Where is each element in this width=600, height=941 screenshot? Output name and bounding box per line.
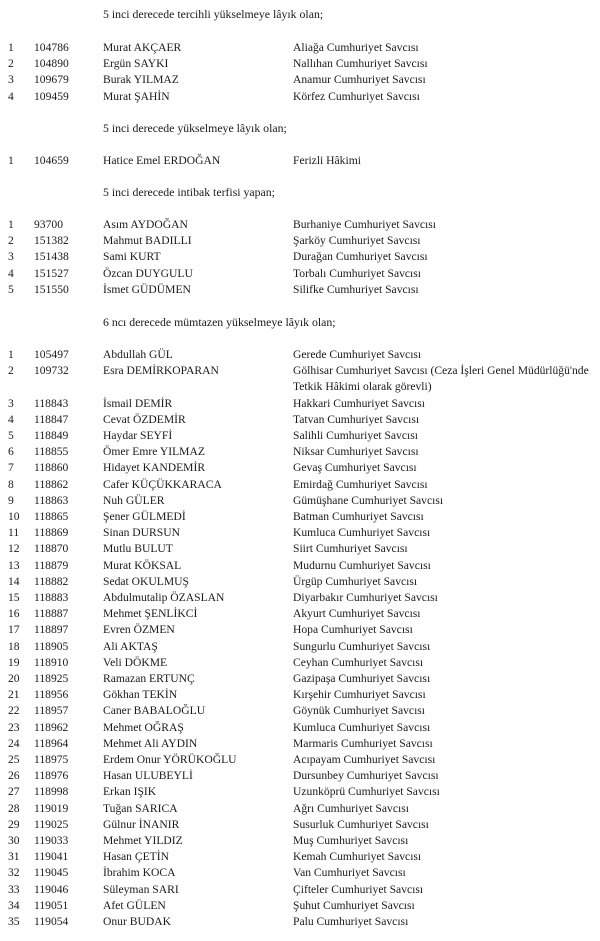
list-row (0, 57, 600, 73)
person-name: Haydar SEYFİ (103, 429, 173, 442)
row-number: 1 (8, 154, 14, 167)
person-name: Caner BABALOĞLU (103, 704, 206, 717)
person-name: Gülnur İNANIR (103, 818, 180, 831)
list-row (0, 526, 600, 542)
person-name: Veli DÖKME (103, 656, 168, 669)
duty-station: Marmaris Cumhuriyet Savcısı (293, 737, 433, 750)
duty-station: Siirt Cumhuriyet Savcısı (293, 542, 408, 555)
list-row (0, 656, 600, 672)
list-row (0, 250, 600, 266)
person-name: Erkan IŞIK (103, 785, 157, 798)
duty-station: Sungurlu Cumhuriyet Savcısı (293, 640, 431, 653)
row-number: 6 (8, 445, 14, 458)
list-row (0, 267, 600, 283)
registry-number: 118962 (34, 721, 69, 734)
registry-number: 118869 (34, 526, 69, 539)
list-row (0, 737, 600, 753)
duty-station: Susurluk Cumhuriyet Savcısı (293, 818, 429, 831)
registry-number: 118887 (34, 607, 69, 620)
row-number: 22 (8, 704, 20, 717)
duty-station: Şarköy Cumhuriyet Savcısı (293, 234, 421, 247)
registry-number: 118897 (34, 623, 69, 636)
person-name: Abdullah GÜL (103, 348, 173, 361)
list-row (0, 283, 600, 299)
registry-number: 109732 (34, 364, 69, 377)
duty-station: Burhaniye Cumhuriyet Savcısı (293, 218, 436, 231)
list-row (0, 721, 600, 737)
row-number: 14 (8, 575, 20, 588)
row-number: 5 (8, 429, 14, 442)
row-number: 28 (8, 802, 20, 815)
duty-station: Körfez Cumhuriyet Savcısı (293, 90, 420, 103)
person-name: Evren ÖZMEN (103, 623, 175, 636)
registry-number: 118843 (34, 397, 69, 410)
list-row (0, 769, 600, 785)
list-row (0, 413, 600, 429)
person-name: Mehmet ŞENLİKCİ (103, 607, 198, 620)
registry-number: 118998 (34, 785, 69, 798)
row-number: 34 (8, 899, 20, 912)
section-heading: 5 inci derecede intibak terfisi yapan; (103, 185, 275, 199)
registry-number: 118925 (34, 672, 69, 685)
duty-station: Aliağa Cumhuriyet Savcısı (293, 41, 419, 54)
list-row (0, 461, 600, 477)
list-row (0, 818, 600, 834)
person-name: Cevat ÖZDEMİR (103, 413, 186, 426)
list-row (0, 866, 600, 882)
person-name: Sami KURT (103, 250, 161, 263)
registry-number: 119054 (34, 915, 69, 928)
list-row (0, 688, 600, 704)
person-name: Mutlu BULUT (103, 542, 173, 555)
row-number: 7 (8, 461, 14, 474)
list-row (0, 494, 600, 510)
person-name: Onur BUDAK (103, 915, 171, 928)
duty-station: Gevaş Cumhuriyet Savcısı (293, 461, 417, 474)
registry-number: 151438 (34, 250, 69, 263)
registry-number: 93700 (34, 218, 63, 231)
row-number: 5 (8, 283, 14, 296)
person-name: Ömer Emre YILMAZ (103, 445, 205, 458)
row-number: 33 (8, 883, 20, 896)
row-number: 2 (8, 57, 14, 70)
row-number: 16 (8, 607, 20, 620)
duty-station: Hakkari Cumhuriyet Savcısı (293, 397, 426, 410)
duty-station: Çifteler Cumhuriyet Savcısı (293, 883, 424, 896)
registry-number: 151550 (34, 283, 69, 296)
duty-station: Muş Cumhuriyet Savcısı (293, 834, 409, 847)
registry-number: 118956 (34, 688, 69, 701)
person-name: Nuh GÜLER (103, 494, 165, 507)
row-number: 1 (8, 348, 14, 361)
person-name: Mehmet YILDIZ (103, 834, 183, 847)
duty-station: Durağan Cumhuriyet Savcısı (293, 250, 428, 263)
row-number: 31 (8, 850, 20, 863)
person-name: Abdulmutalip ÖZASLAN (103, 591, 225, 604)
duty-station: Gerede Cumhuriyet Savcısı (293, 348, 422, 361)
list-row (0, 623, 600, 639)
row-number: 2 (8, 364, 14, 377)
list-row (0, 510, 600, 526)
duty-station: Torbalı Cumhuriyet Savcısı (293, 267, 421, 280)
section-heading: 5 inci derecede yükselmeye lâyık olan; (103, 121, 287, 135)
row-number: 19 (8, 656, 20, 669)
list-row (0, 73, 600, 89)
row-number: 15 (8, 591, 20, 604)
duty-station: Ferizli Hâkimi (293, 154, 361, 167)
list-row (0, 850, 600, 866)
duty-station: Ürgüp Cumhuriyet Savcısı (293, 575, 418, 588)
row-number: 30 (8, 834, 20, 847)
duty-station: Kumluca Cumhuriyet Savcısı (293, 721, 431, 734)
row-number: 1 (8, 41, 14, 54)
row-number: 24 (8, 737, 20, 750)
registry-number: 118870 (34, 542, 69, 555)
person-name: Mehmet OĞRAŞ (103, 721, 184, 734)
row-number: 3 (8, 397, 14, 410)
person-name: Sinan DURSUN (103, 526, 180, 539)
duty-station: Tatvan Cumhuriyet Savcısı (293, 413, 420, 426)
person-name: Murat AKÇAER (103, 41, 182, 54)
duty-station: Ağrı Cumhuriyet Savcısı (293, 802, 409, 815)
duty-station: Gümüşhane Cumhuriyet Savcısı (293, 494, 444, 507)
list-row (0, 348, 600, 364)
duty-station: Uzunköprü Cumhuriyet Savcısı (293, 785, 440, 798)
list-row (0, 672, 600, 688)
person-name: Hidayet KANDEMİR (103, 461, 206, 474)
registry-number: 109459 (34, 90, 69, 103)
list-row (0, 802, 600, 818)
list-row (0, 429, 600, 445)
person-name: Esra DEMİRKOPARAN (103, 364, 219, 377)
row-number: 35 (8, 915, 20, 928)
person-name: Asım AYDOĞAN (103, 218, 188, 231)
person-name: Burak YILMAZ (103, 73, 179, 86)
list-row (0, 397, 600, 413)
row-number: 2 (8, 234, 14, 247)
duty-station: Mudurnu Cumhuriyet Savcısı (293, 559, 431, 572)
duty-station: Acıpayam Cumhuriyet Savcısı (293, 753, 436, 766)
row-number: 20 (8, 672, 20, 685)
duty-station: Gazipaşa Cumhuriyet Savcısı (293, 672, 431, 685)
registry-number: 118882 (34, 575, 69, 588)
registry-number: 118976 (34, 769, 69, 782)
duty-station: Salihli Cumhuriyet Savcısı (293, 429, 418, 442)
row-number: 27 (8, 785, 20, 798)
list-row (0, 899, 600, 915)
duty-station: Van Cumhuriyet Savcısı (293, 866, 406, 879)
person-name: Tuğan SARICA (103, 802, 178, 815)
registry-number: 119025 (34, 818, 69, 831)
row-number: 3 (8, 73, 14, 86)
registry-number: 118910 (34, 656, 69, 669)
row-number: 23 (8, 721, 20, 734)
registry-number: 151382 (34, 234, 69, 247)
person-name: Şener GÜLMEDİ (103, 510, 186, 523)
person-name: Afet GÜLEN (103, 899, 166, 912)
registry-number: 118975 (34, 753, 69, 766)
registry-number: 119046 (34, 883, 69, 896)
list-row (0, 41, 600, 57)
duty-station: Hopa Cumhuriyet Savcısı (293, 623, 413, 636)
registry-number: 119051 (34, 899, 69, 912)
registry-number: 118862 (34, 478, 69, 491)
row-number: 4 (8, 90, 14, 103)
list-row (0, 542, 600, 558)
registry-number: 118860 (34, 461, 69, 474)
duty-station: Niksar Cumhuriyet Savcısı (293, 445, 419, 458)
duty-station: Emirdağ Cumhuriyet Savcısı (293, 478, 428, 491)
row-number: 18 (8, 640, 20, 653)
registry-number: 109679 (34, 73, 69, 86)
section-heading: 5 inci derecede tercihli yükselmeye lâyık olan; (103, 7, 324, 21)
registry-number: 118865 (34, 510, 69, 523)
list-row (0, 234, 600, 250)
row-number: 29 (8, 818, 20, 831)
duty-station: Gölhisar Cumhuriyet Savcısı (Ceza İşleri Genel Müdürlüğü'nde (293, 364, 589, 377)
list-row (0, 753, 600, 769)
person-name: İsmet GÜDÜMEN (103, 283, 191, 296)
person-name: Murat KÖKSAL (103, 559, 182, 572)
duty-station: Silifke Cumhuriyet Savcısı (293, 283, 419, 296)
person-name: Gökhan TEKİN (103, 688, 178, 701)
list-row (0, 364, 600, 380)
list-row (0, 704, 600, 720)
duty-station: Nallıhan Cumhuriyet Savcısı (293, 57, 428, 70)
person-name: Murat ŞAHİN (103, 90, 170, 103)
list-row (0, 90, 600, 106)
list-row (0, 834, 600, 850)
duty-station: Şuhut Cumhuriyet Savcısı (293, 899, 415, 912)
person-name: Cafer KÜÇÜKKARACA (103, 478, 222, 491)
row-number: 10 (8, 510, 20, 523)
list-row (0, 559, 600, 575)
list-row (0, 591, 600, 607)
registry-number: 118879 (34, 559, 69, 572)
row-number: 11 (8, 526, 20, 539)
duty-station: Kırşehir Cumhuriyet Savcısı (293, 688, 426, 701)
list-row (0, 154, 600, 170)
row-number: 4 (8, 413, 14, 426)
duty-station: Anamur Cumhuriyet Savcısı (293, 73, 426, 86)
section-heading: 6 ncı derecede mümtazen yükselmeye lâyık olan; (103, 315, 336, 329)
list-row (0, 218, 600, 234)
duty-station: Palu Cumhuriyet Savcısı (293, 915, 409, 928)
list-row (0, 883, 600, 899)
registry-number: 118855 (34, 445, 69, 458)
registry-number: 119019 (34, 802, 69, 815)
person-name: Süleyman SARI (103, 883, 179, 896)
registry-number: 105497 (34, 348, 69, 361)
person-name: Sedat OKULMUŞ (103, 575, 189, 588)
registry-number: 104786 (34, 41, 69, 54)
row-number: 3 (8, 250, 14, 263)
list-row (0, 575, 600, 591)
list-row (0, 915, 600, 931)
row-number: 32 (8, 866, 20, 879)
duty-station: Akyurt Cumhuriyet Savcısı (293, 607, 421, 620)
registry-number: 119033 (34, 834, 69, 847)
list-row (0, 445, 600, 461)
registry-number: 118863 (34, 494, 69, 507)
person-name: Mahmut BADILLI (103, 234, 192, 247)
registry-number: 118849 (34, 429, 69, 442)
registry-number: 119041 (34, 850, 69, 863)
registry-number: 119045 (34, 866, 69, 879)
person-name: Ali AKTAŞ (103, 640, 158, 653)
list-row (0, 607, 600, 623)
row-number: 17 (8, 623, 20, 636)
duty-station: Kumluca Cumhuriyet Savcısı (293, 526, 431, 539)
row-number: 13 (8, 559, 20, 572)
person-name: Mehmet Ali AYDIN (103, 737, 198, 750)
duty-station: Batman Cumhuriyet Savcısı (293, 510, 424, 523)
person-name: Hasan ULUBEYLİ (103, 769, 193, 782)
registry-number: 151527 (34, 267, 69, 280)
list-row (0, 478, 600, 494)
row-number: 4 (8, 267, 14, 280)
row-number: 25 (8, 753, 20, 766)
person-name: Ergün SAYKI (103, 57, 169, 70)
person-name: Hatice Emel ERDOĞAN (103, 154, 221, 167)
row-number: 8 (8, 478, 14, 491)
duty-station-continued: Tetkik Hâkimi olarak görevli) (293, 380, 432, 393)
person-name: Erdem Onur YÖRÜKOĞLU (103, 753, 237, 766)
person-name: Ramazan ERTUNÇ (103, 672, 195, 685)
duty-station: Göynük Cumhuriyet Savcısı (293, 704, 426, 717)
registry-number: 118905 (34, 640, 69, 653)
person-name: Özcan DUYGULU (103, 267, 193, 280)
row-number: 12 (8, 542, 20, 555)
registry-number: 104890 (34, 57, 69, 70)
row-number: 1 (8, 218, 14, 231)
duty-station: Dursunbey Cumhuriyet Savcısı (293, 769, 439, 782)
row-number: 26 (8, 769, 20, 782)
list-row (0, 640, 600, 656)
registry-number: 118883 (34, 591, 69, 604)
duty-station: Ceyhan Cumhuriyet Savcısı (293, 656, 424, 669)
registry-number: 118957 (34, 704, 69, 717)
person-name: Hasan ÇETİN (103, 850, 170, 863)
registry-number: 104659 (34, 154, 69, 167)
list-row (0, 785, 600, 801)
registry-number: 118964 (34, 737, 69, 750)
row-number: 9 (8, 494, 14, 507)
duty-station: Diyarbakır Cumhuriyet Savcısı (293, 591, 438, 604)
registry-number: 118847 (34, 413, 69, 426)
duty-station: Kemah Cumhuriyet Savcısı (293, 850, 422, 863)
person-name: İbrahim KOCA (103, 866, 176, 879)
person-name: İsmail DEMİR (103, 397, 173, 410)
row-number: 21 (8, 688, 20, 701)
